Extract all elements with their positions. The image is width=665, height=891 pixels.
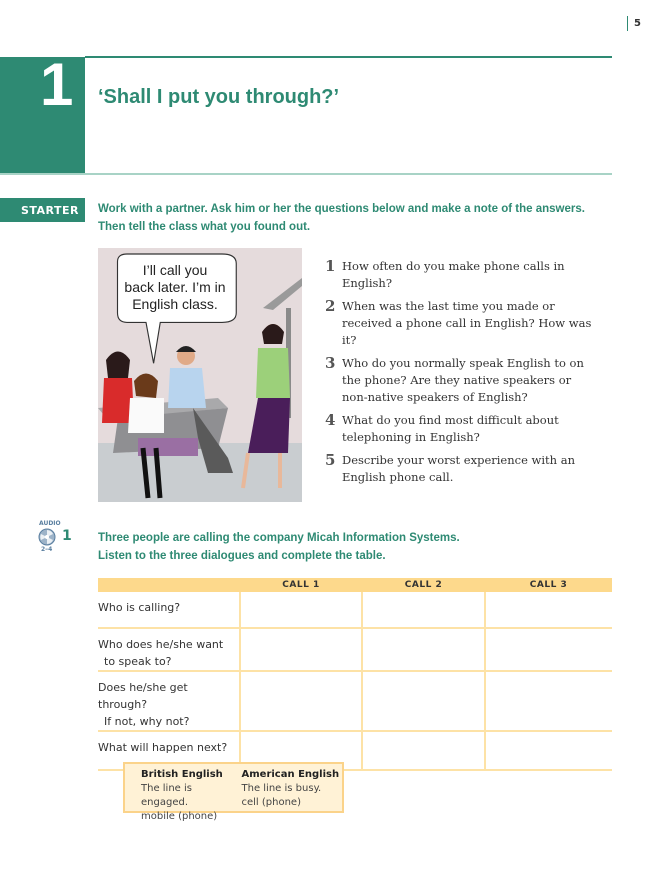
question-line: If not, why not? <box>104 715 190 728</box>
question-line: to speak to? <box>104 655 172 668</box>
exercise-line-1: Three people are calling the company Micah Information Systems. <box>98 532 460 544</box>
header-top-rule <box>85 56 612 58</box>
table-header-row <box>98 578 612 592</box>
answer-cell[interactable] <box>362 731 485 770</box>
question-text: How often do you make phone calls in English? <box>342 259 565 290</box>
question-line: Who is calling? <box>98 601 181 614</box>
starter-label: STARTER <box>0 198 85 222</box>
question-number: 2 <box>325 297 336 315</box>
exercise-number: 1 <box>62 528 72 544</box>
table-header: CALL 2 <box>362 578 485 592</box>
table-row <box>98 628 612 671</box>
answer-cell[interactable] <box>485 628 612 671</box>
british-heading: British English <box>141 769 223 780</box>
table-header: CALL 1 <box>240 578 362 592</box>
audio-cd-icon[interactable] <box>38 528 56 546</box>
table-header <box>98 578 240 592</box>
note-item: The line is engaged. <box>141 783 192 808</box>
starter-questions <box>325 258 595 492</box>
answer-cell[interactable] <box>240 671 362 731</box>
header-bottom-rule <box>0 173 612 175</box>
exercise-instructions <box>98 529 460 565</box>
starter-line-1: Work with a partner. Ask him or her the questions below and make a note of the answers. <box>98 203 585 215</box>
starter-instructions <box>98 200 585 236</box>
american-heading: American English <box>241 769 340 780</box>
answer-cell[interactable] <box>485 731 612 770</box>
unit-number: 1 <box>40 51 71 118</box>
bubble-line: English class. <box>132 296 218 312</box>
answer-cell[interactable] <box>485 671 612 731</box>
note-item: The line is busy. <box>241 783 322 794</box>
american-column <box>242 768 343 811</box>
question-number: 1 <box>325 257 336 275</box>
exercise-line-2: Listen to the three dialogues and complete the table. <box>98 550 386 562</box>
answer-cell[interactable] <box>240 628 362 671</box>
question-number: 4 <box>325 411 336 429</box>
question-line: Who does he/she want <box>98 638 224 651</box>
page-number: 5 <box>634 18 641 29</box>
question-text: Who do you normally speak English to on the phone? Are they native speakers or non-native speakers of English? <box>342 356 584 404</box>
question-item <box>325 258 595 292</box>
question-item <box>325 355 595 406</box>
answer-cell[interactable] <box>362 592 485 628</box>
bubble-line: I’ll call you <box>142 262 208 278</box>
note-item: cell (phone) <box>241 797 301 808</box>
question-number: 3 <box>325 354 336 372</box>
answer-cell[interactable] <box>240 592 362 628</box>
speech-bubble <box>117 256 233 320</box>
question-number: 5 <box>325 451 336 469</box>
row-question <box>98 671 240 731</box>
note-item: mobile (phone) <box>141 811 218 822</box>
question-text: Describe your worst experience with an English phone call. <box>342 453 576 484</box>
answer-cell[interactable] <box>485 592 612 628</box>
page-number-divider <box>627 16 628 31</box>
question-line: What will happen next? <box>98 741 228 754</box>
question-line: Does he/she get through? <box>98 681 188 711</box>
row-question <box>98 592 240 628</box>
calls-table <box>98 578 612 771</box>
starter-line-2: Then tell the class what you found out. <box>98 221 311 233</box>
british-column <box>141 768 242 822</box>
unit-title: ‘Shall I put you through?’ <box>98 86 340 108</box>
bubble-line: back later. I’m in <box>124 279 226 295</box>
vocabulary-note <box>123 762 344 822</box>
question-item <box>325 452 595 486</box>
question-item <box>325 298 595 349</box>
question-text: When was the last time you made or received a phone call in English? How was it? <box>342 299 592 347</box>
audio-label: AUDIO <box>39 520 61 527</box>
question-text: What do you find most difficult about telephoning in English? <box>342 413 559 444</box>
audio-track: 2–4 <box>41 546 53 553</box>
answer-cell[interactable] <box>362 628 485 671</box>
table-header: CALL 3 <box>485 578 612 592</box>
answer-cell[interactable] <box>362 671 485 731</box>
table-row <box>98 671 612 731</box>
question-item <box>325 412 595 446</box>
table-row <box>98 592 612 628</box>
row-question <box>98 628 240 671</box>
